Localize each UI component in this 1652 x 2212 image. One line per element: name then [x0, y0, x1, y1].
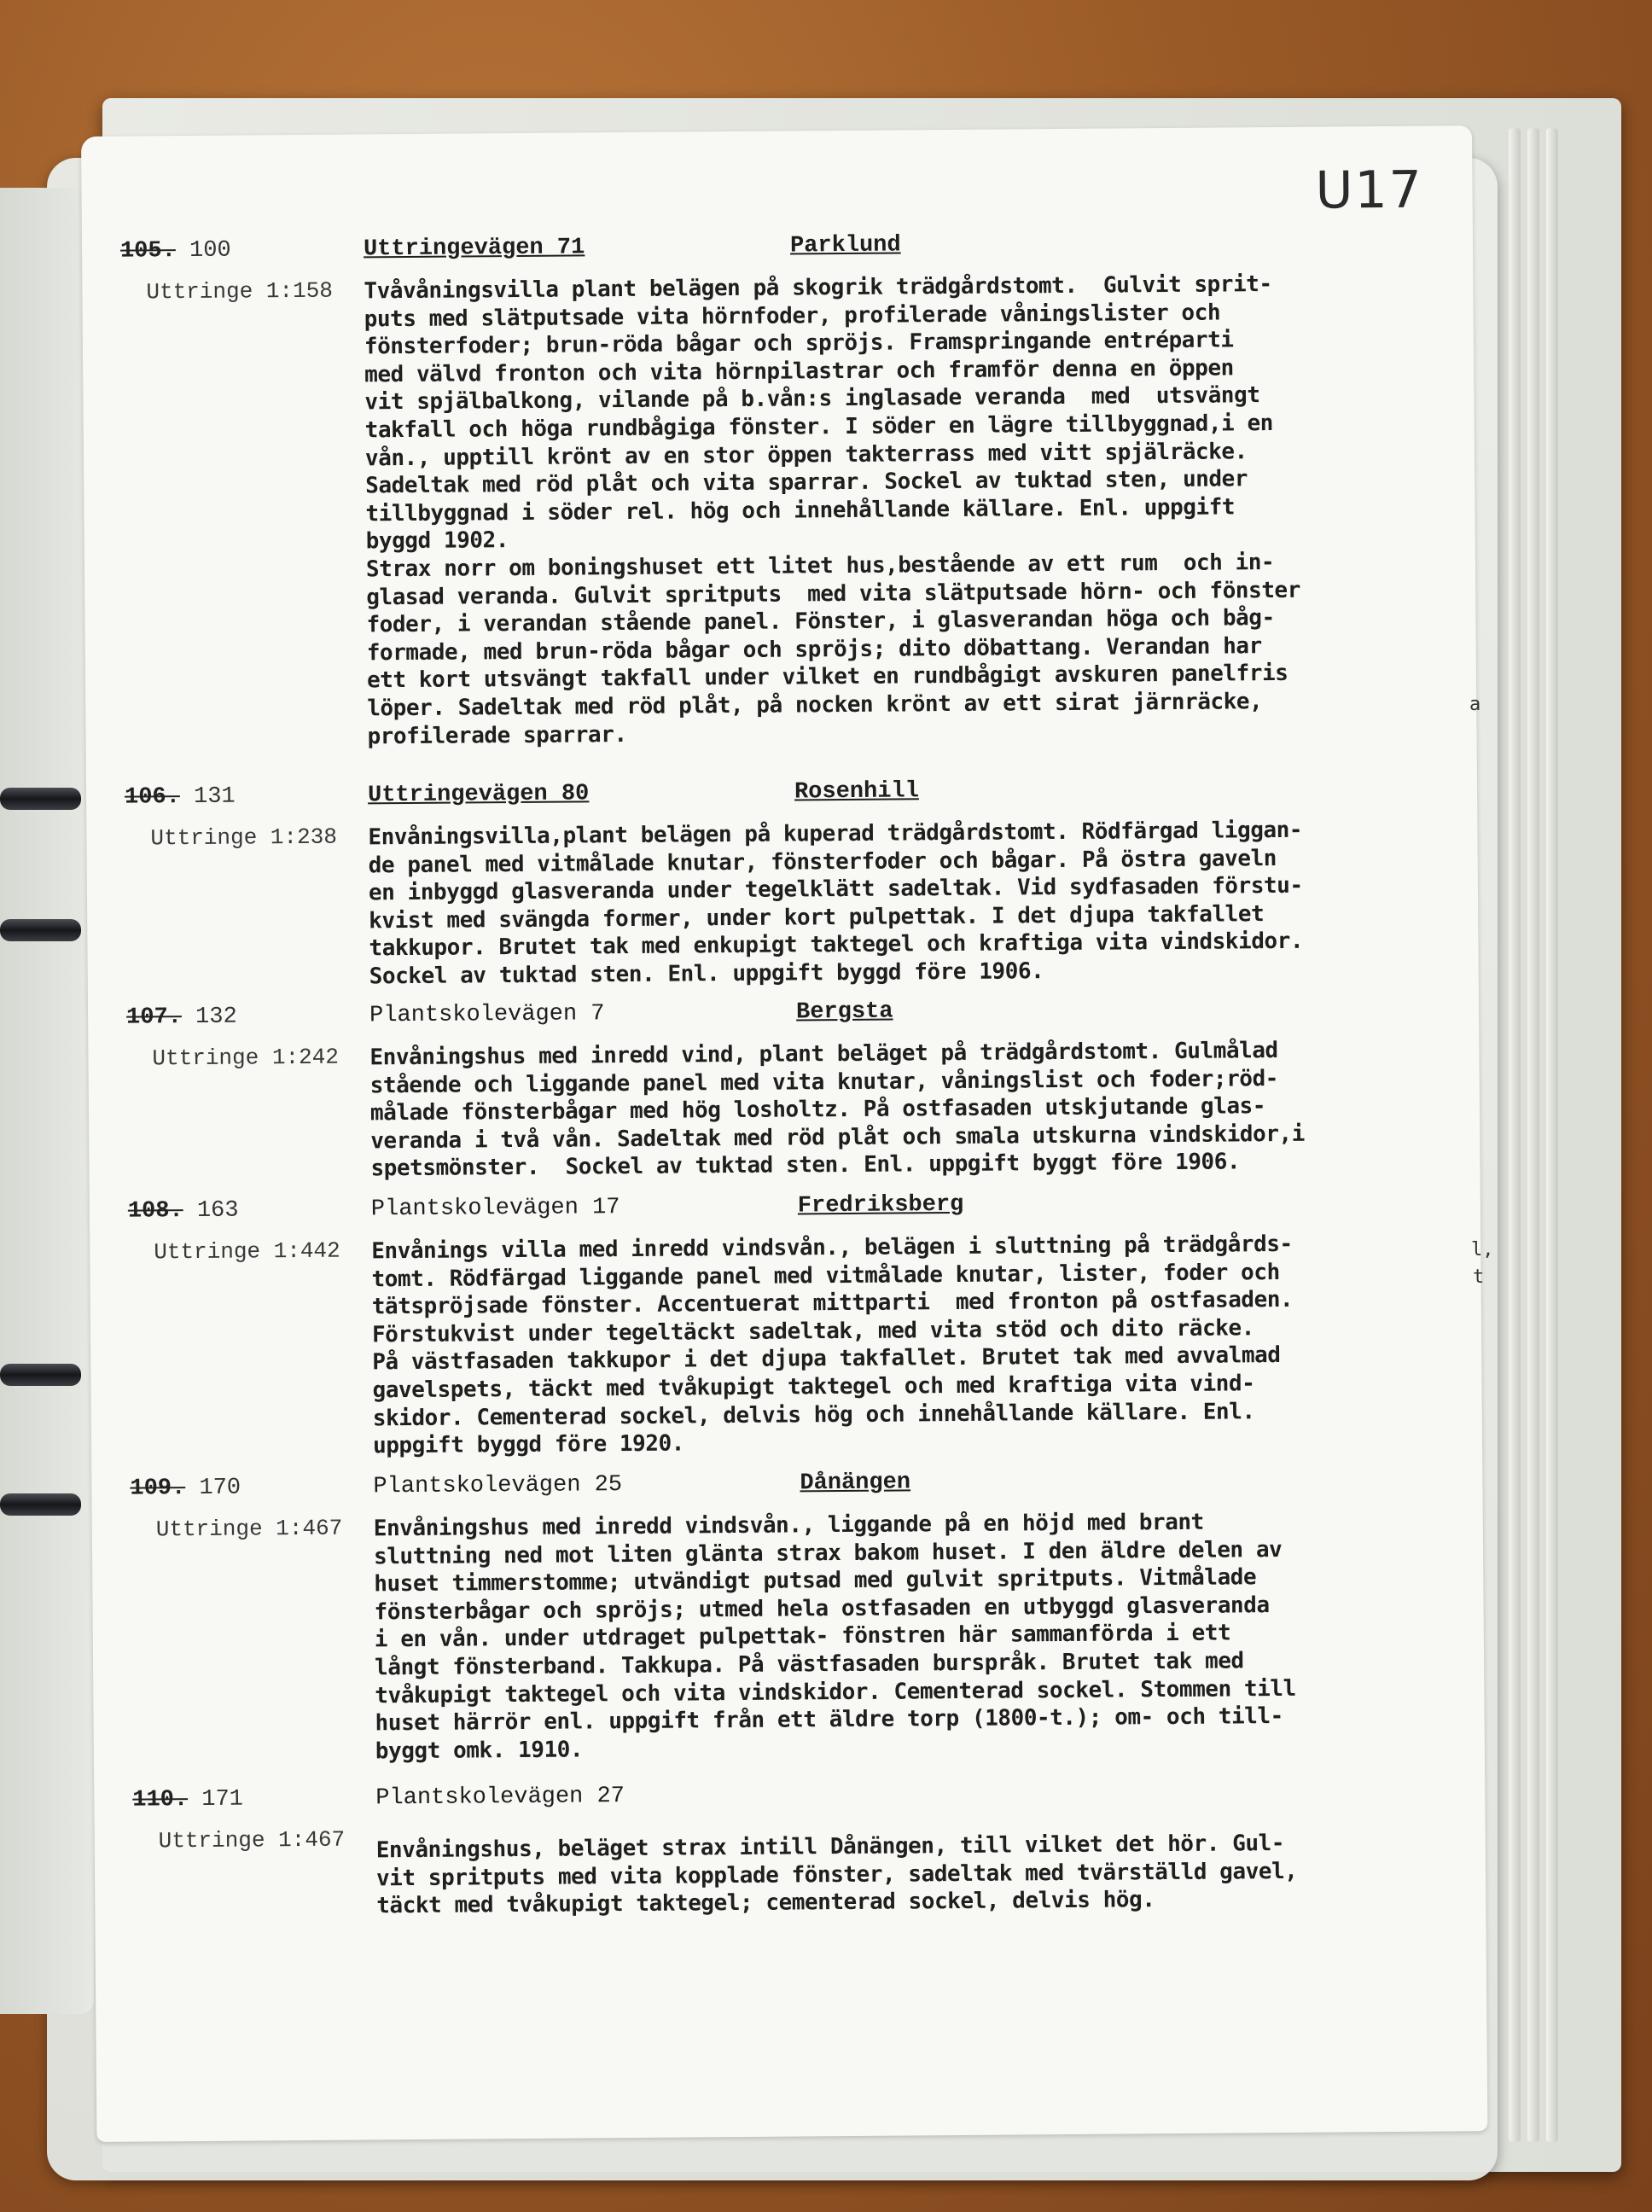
new-number: 131: [193, 783, 236, 810]
property-designation: Uttringe 1:158: [146, 277, 333, 306]
description: Envåningshus, beläget strax intill Dånängen, till vilket det hör. Gul- vit spritputs med vita kopplade fönster, sadeltak med tvärställd gavel, täckt med tvåkupigt taktegel; cementerad sockel, delvis hög.: [375, 1830, 1298, 1919]
new-number: 100: [189, 237, 231, 265]
property-entry: [91, 1465, 1482, 1765]
description: Tvåvåningsvilla plant belägen på skogrik trädgårdstomt. Gulvit sprit- puts med slätputsade vita hörnfoder, profilerade våningslister och fönsterfoder; brun-röda bågar och spröjs. Framspringande entréparti med välvd fronton och vita hörnpilastrar och framför denna en öppen vit spjälbalkong, vilande på b.vån:s inglasade veranda med utsvängt takfall och höga rundbågiga fönster. I söder en lägre tillbyggnad,i en vån., upptill krönt av en stor öppen takterrass med vitt spjälräcke. Sadeltak med röd plåt och vita sparrar. Sockel av tuktad sten, under tillbyggnad i söder rel. hög och innehållande källare. Enl. uppgift byggd 1902. Strax norr om boningshuset ett litet hus,bestående av ett rum och in- glasad veranda. Gulvit spritputs med vita slätputsade hörn- och fönster foder, i verandan stående panel. Fönster, i glasverandan höga och båg- formade, med brun-röda bågar och spröjs; dito döbattang. Verandan har ett kort utsvängt takfall under vilket en rundbågigt avskuren panelfris löper. Sadeltak med röd plåt, på nocken krönt av ett sirat järnräcke, profilerade sparrar.: [364, 271, 1300, 749]
property-name: Rosenhill: [794, 778, 920, 806]
page-id: U17: [1315, 160, 1424, 221]
description: Envåningshus med inredd vindsvån., liggande på en höjd med brant sluttning ned mot liten glänta strax bakom huset. I den äldre delen av huset timmerstomme; utvändigt putsad med gulvit spritputs. Vitmålade fönsterbågar och spröjs; utmed hela ostfasaden en utbyggd glasveranda i en vån. under utdraget pulpettak- fönstren här sammanförda i ett långt fönsterband. Takkupa. På västfasaden burspråk. Brutet tak med tvåkupigt taktegel och vita vindskidor. Cementerad sockel. Stommen till huset härrör enl. uppgift från ett äldre torp (1800-t.); om- och till- byggt omk. 1910.: [373, 1509, 1296, 1765]
property-entry: [94, 1777, 1485, 1919]
property-designation: Uttringe 1:467: [158, 1826, 346, 1854]
sleeve-binding-strip: [0, 188, 94, 2014]
old-number: 110.: [132, 1787, 189, 1813]
description: Envåningsvilla,plant belägen på kuperad trädgårdstomt. Rödfärgad liggan- de panel med vitmålade knutar, fönsterfoder och bågar. På östra gaveln en inbyggd glasveranda under tegelklätt sadeltak. Vid sydfasaden förstu- kvist med svängda former, under kort pulpettak. I det djupa takfallet takkupor. Brutet tak med enkupigt taktegel och kraftiga vita vindskidor. Sockel av tuktad sten. Enl. uppgift byggd före 1906.: [368, 817, 1304, 990]
property-name: Fredriksberg: [797, 1191, 964, 1220]
old-number: 109.: [130, 1476, 186, 1502]
old-number: 107.: [125, 1004, 183, 1031]
entry-number: [130, 1476, 241, 1502]
margin-mark: l,: [1471, 1239, 1494, 1260]
property-entry: [86, 774, 1477, 990]
new-number: 132: [195, 1004, 237, 1030]
property-designation: Uttringe 1:242: [152, 1044, 340, 1072]
address: Plantskolevägen 7: [369, 1001, 605, 1029]
property-name: Parklund: [789, 232, 901, 259]
binder-ring: [0, 1364, 81, 1386]
property-name: Dånängen: [800, 1470, 911, 1497]
old-number: 106.: [124, 784, 181, 811]
property-entry: [90, 1188, 1480, 1459]
new-number: 171: [201, 1786, 244, 1813]
property-designation: Uttringe 1:238: [150, 824, 338, 852]
entry-number: [120, 238, 231, 265]
binder-ring: [0, 788, 81, 810]
address: Uttringevägen 80: [367, 781, 590, 809]
address: Uttringevägen 71: [363, 235, 585, 263]
address: Plantskolevägen 27: [375, 1784, 625, 1812]
old-number: 108.: [127, 1198, 183, 1225]
entry-number: [126, 1004, 237, 1031]
new-number: 170: [199, 1475, 241, 1501]
document-page: [81, 125, 1487, 2142]
address: Plantskolevägen 25: [373, 1472, 623, 1500]
page-edge: [1546, 128, 1558, 2142]
binder-ring: [0, 919, 81, 941]
entry-number: [125, 784, 236, 811]
margin-mark: t: [1473, 1266, 1485, 1288]
description: Envåningshus med inredd vind, plant beläget på trädgårdstomt. Gulmålad stående och liggande panel med vita knutar, våningslist och foder;röd- målade fönsterbågar med hög losholtz. På ostfasaden utskjutande glas- veranda i två vån. Sadeltak med röd plåt och smala utskurna vindskidor,i spetsmönster. Sockel av tuktad sten. Enl. uppgift byggt före 1906.: [369, 1038, 1305, 1182]
margin-mark: a: [1469, 694, 1481, 715]
property-designation: Uttringe 1:467: [155, 1515, 343, 1543]
address: Plantskolevägen 17: [370, 1195, 620, 1223]
old-number: 105.: [119, 238, 176, 265]
description: Envånings villa med inredd vindsvån., belägen i sluttning på trädgårds- tomt. Rödfärgad liggande panel med vitmålade knutar, lister, foder och tätspröjsade fönster. Accentuerat mittparti med fronton på ostfasaden. Förstukvist under tegeltäckt sadeltak, med vita stöd och dito räcke. På västfasaden takkupor i det djupa takfallet. Brutet tak med avvalmad gavelspets, täckt med tvåkupigt taktegel och med kraftiga vita vind- skidor. Cementerad sockel, delvis hög och innehållande källare. Enl. uppgift byggd före 1920.: [371, 1231, 1294, 1459]
entry-number: [132, 1787, 243, 1813]
property-entry: [88, 994, 1479, 1182]
new-number: 163: [196, 1197, 239, 1224]
binder-ring: [0, 1493, 81, 1516]
entry-number: [128, 1198, 239, 1225]
page-edge: [1527, 128, 1539, 2142]
property-entry: [82, 228, 1473, 749]
property-name: Bergsta: [795, 998, 893, 1026]
page-edge: [1509, 128, 1521, 2142]
property-designation: Uttringe 1:442: [154, 1237, 340, 1266]
